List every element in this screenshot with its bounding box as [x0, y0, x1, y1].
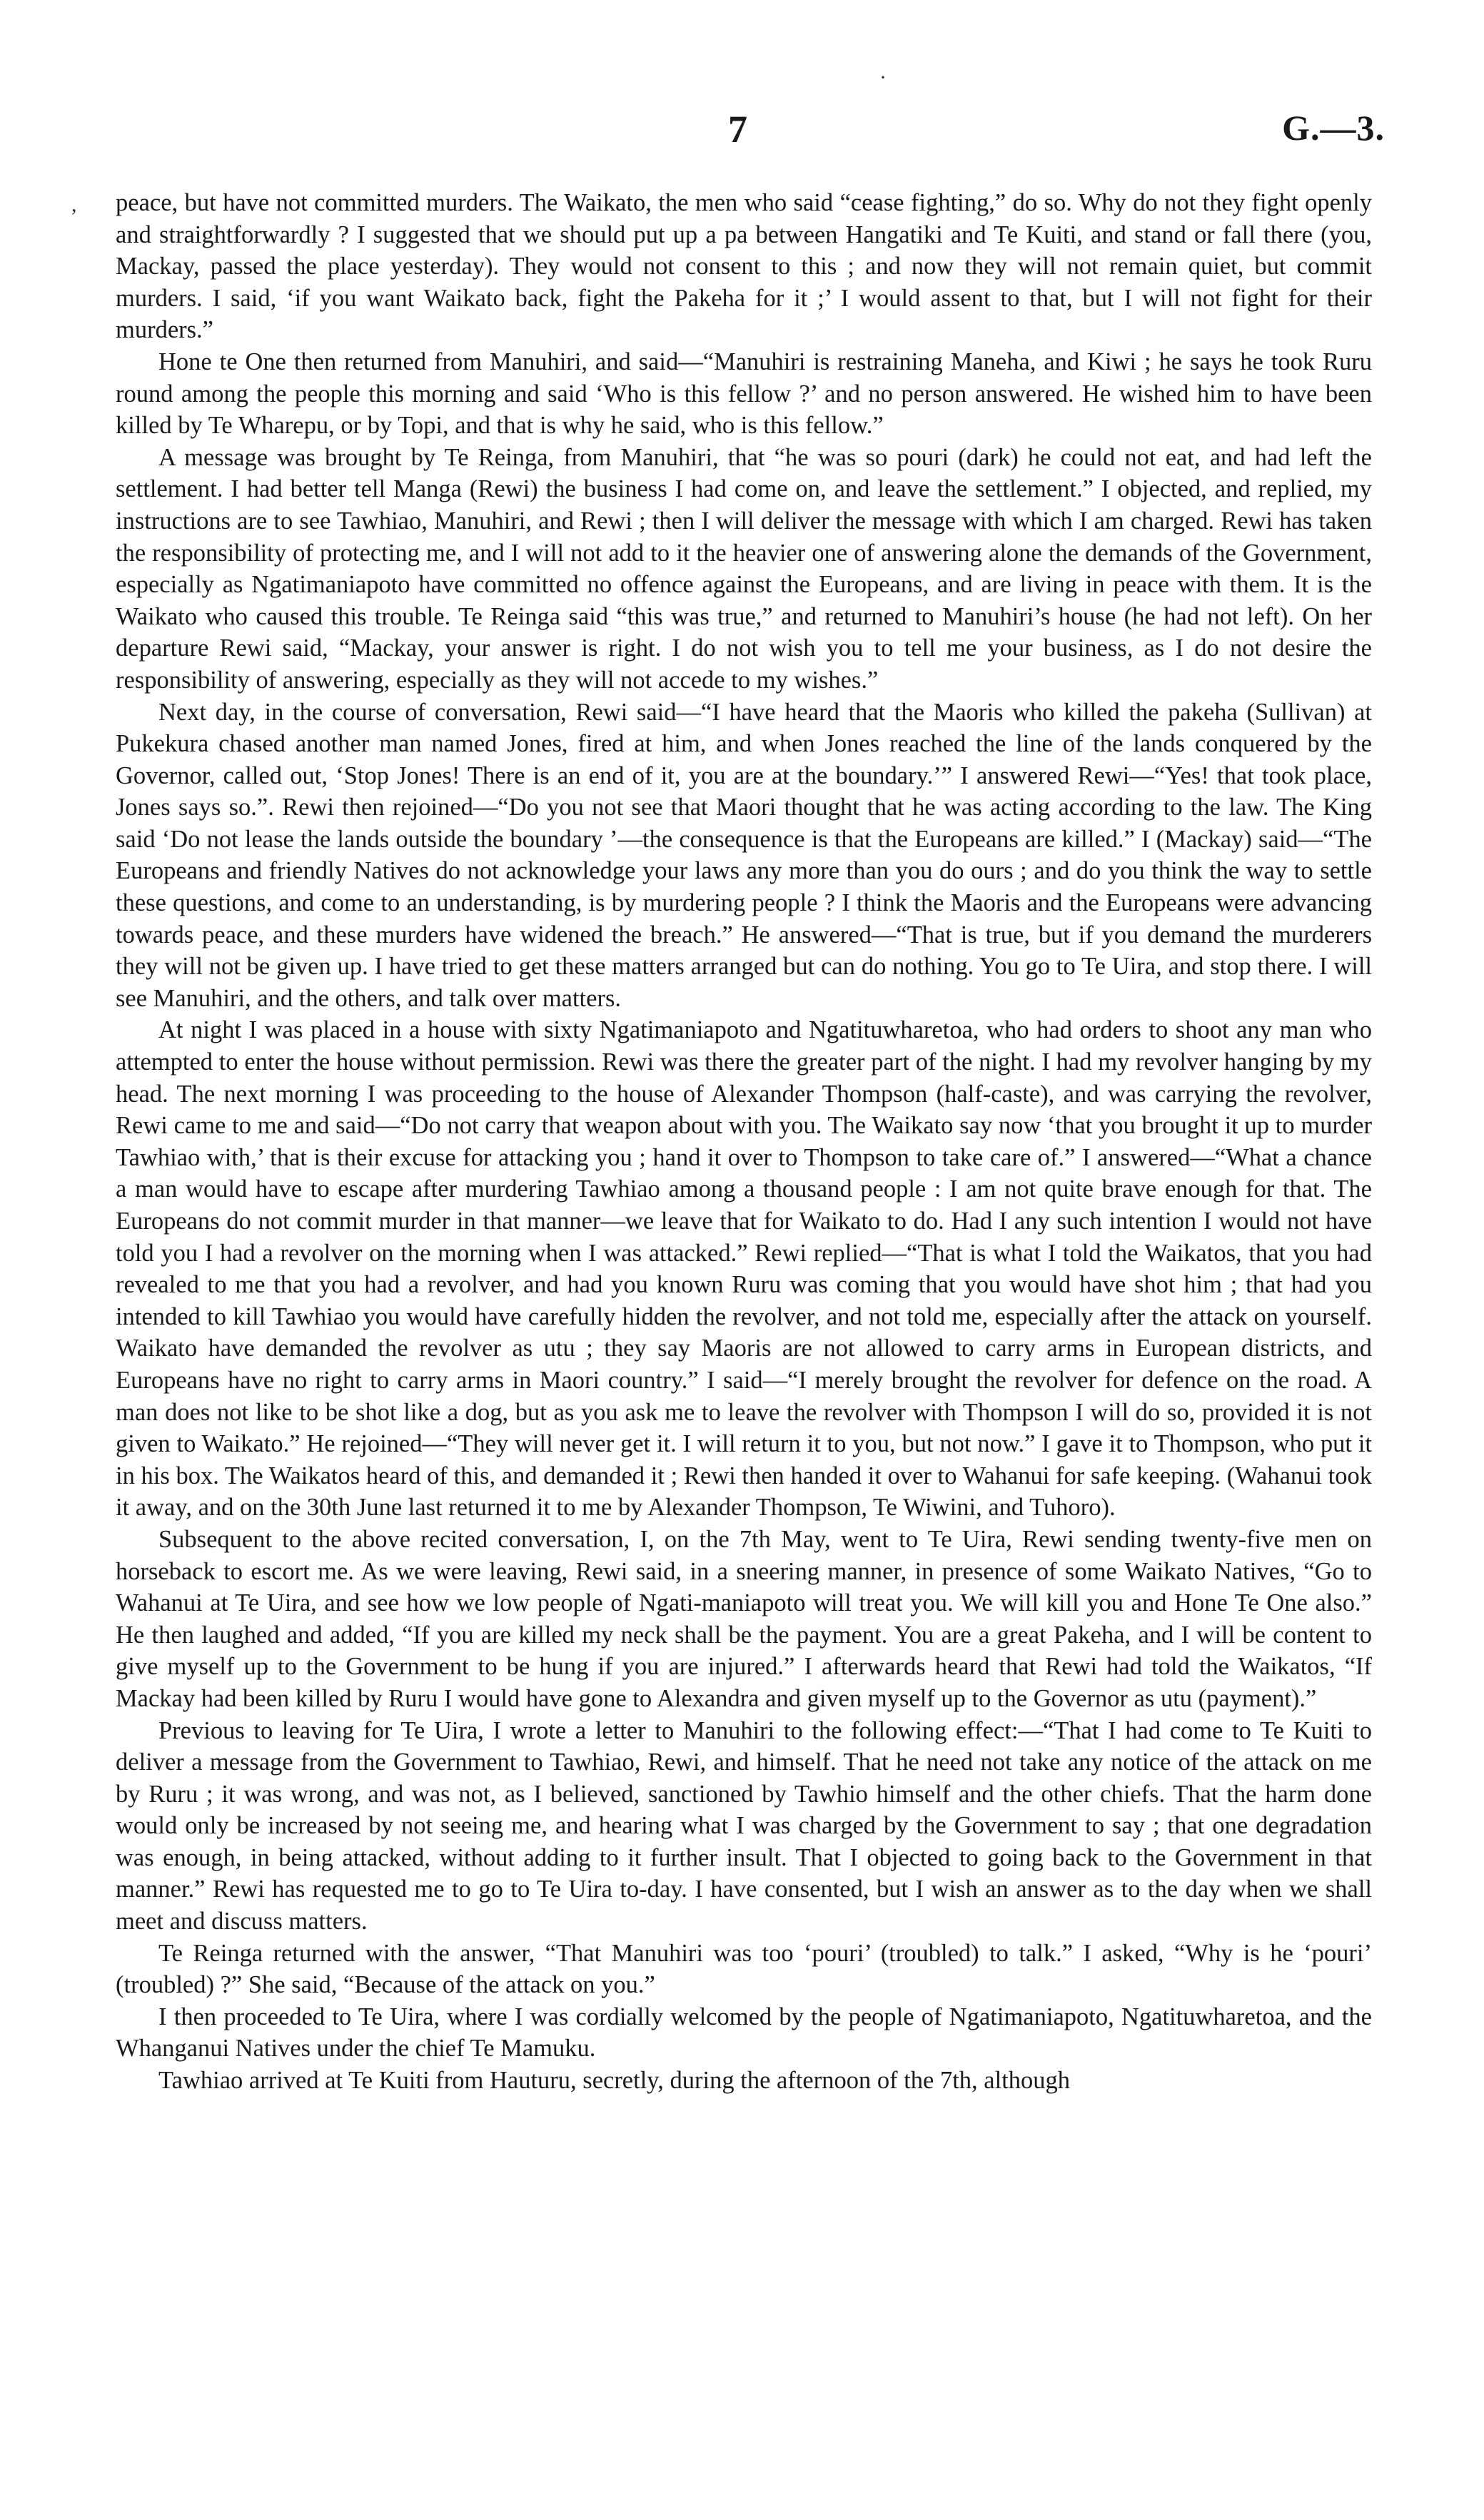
paragraph: Tawhiao arrived at Te Kuiti from Hauturu, secretly, during the afternoon of the 7th, although	[158, 2067, 1071, 2095]
paragraph: peace, but have not committed murders. The Waikato, the men who said “cease fighting,” do so. Why do not they fight openly and straightforwardly ? I suggested that we should put up a pa between Hangatiki and Te Kuiti, and stand or fall there (you, Mackay, passed the place yesterday). They would not consent to this ; and now they will not remain quiet, but commit murders. I said, ‘if you want Waikato back, fight the Pakeha for it ;’ I would assent to that, but I will not fight for their murders.”	[116, 189, 1372, 344]
paragraph: Te Reinga returned with the answer, “That Manuhiri was too ‘pouri’ (troubled) to talk.” I asked, “Why is he ‘pouri’ (troubled) ?” She said, “Because of the attack on you.”	[116, 1939, 1372, 1999]
document-reference: G.—3.	[1282, 108, 1385, 148]
body-text	[116, 187, 1372, 2097]
paragraph: Hone te One then returned from Manuhiri, and said—“Manuhiri is restraining Maneha, and Kiwi ; he says he took Ruru round among the people this morning and said ‘Who is this fellow ?’ and no person answered. He wished him to have been killed by Te Wharepu, or by Topi, and that is why he said, who is this fellow.”	[116, 348, 1372, 440]
paragraph: At night I was placed in a house with sixty Ngatimaniapoto and Ngatituwharetoa, who had orders to shoot any man who attempted to enter the house without permission. Rewi was there the greater part of the night. I had my revolver hanging by my head. The next morning I was proceeding to the house of Alexander Thompson (half-caste), and was carrying the revolver, Rewi came to me and said—“Do not carry that weapon about with you. The Waikato say now ‘that you brought it up to murder Tawhiao with,’ that is their excuse for attacking you ; hand it over to Thompson to take care of.” I answered—“What a chance a man would have to escape after murdering Tawhiao among a thousand people : I am not quite brave enough for that. The Europeans do not commit murder in that manner—we leave that for Waikato to do. Had I any such intention I would not have told you I had a revolver on the morning when I was attacked.” Rewi replied—“That is what I told the Waikatos, that you had revealed to me that you had a revolver, and had you known Ruru was coming that you would have shot him ; that had you intended to kill Tawhiao you would have carefully hidden the revolver, and not told me, especially after the attack on yourself. Waikato have demanded the revolver as utu ; they say Maoris are not allowed to carry arms in European districts, and Europeans have no right to carry arms in Maori country.” I said—“I merely brought the revolver for defence on the road. A man does not like to be shot like a dog, but as you ask me to leave the revolver with Thompson I will do so, provided it is not given to Waikato.” He rejoined—“They will never get it. I will return it to you, but not now.” I gave it to Thompson, who put it in his box. The Waikatos heard of this, and demanded it ; Rewi then handed it over to Wahanui for safe keeping. (Wahanui took it away, and on the 30th June last returned it to me by Alexander Thompson, Te Wiwini, and Tuhoro).	[116, 1016, 1372, 1522]
paragraph: I then proceeded to Te Uira, where I was cordially welcomed by the people of Ngatimaniapoto, Ngatituwharetoa, and the Whanganui Natives under the chief Te Mamuku.	[116, 2003, 1372, 2063]
paragraph: Previous to leaving for Te Uira, I wrote a letter to Manuhiri to the following effect:—“That I had come to Te Kuiti to deliver a message from the Government to Tawhiao, Rewi, and himself. That he need not take any notice of the attack on me by Ruru ; it was wrong, and was not, as I believed, sanctioned by Tawhio himself and the other chiefs. That the harm done would only be increased by not seeing me, and hearing what I was charged by the Government to say ; that one degradation was enough, in being attacked, without adding to it further insult. That I objected to going back to the Government in that manner.” Rewi has requested me to go to Te Uira to-day. I have consented, but I wish an answer as to the day when we shall meet and discuss matters.	[116, 1716, 1372, 1935]
page-number: 7	[728, 108, 747, 151]
stray-dot: ·	[879, 66, 887, 89]
paragraph: Next day, in the course of conversation, Rewi said—“I have heard that the Maoris who killed the pakeha (Sullivan) at Pukekura chased another man named Jones, fired at him, and when Jones reached the line of the lands conquered by the Governor, called out, ‘Stop Jones! There is an end of it, you are at the boundary.’” I answered Rewi—“Yes! that took place, Jones says so.”. Rewi then rejoined—“Do you not see that Maori thought that he was acting according to the law. The King said ‘Do not lease the lands outside the boundary ’—the consequence is that the Europeans are killed.” I (Mackay) said—“The Europeans and friendly Natives do not acknowledge your laws any more than you do ours ; and do you think the way to settle these questions, and come to an understanding, is by murdering people ? I think the Maoris and the Europeans were advancing towards peace, and these murders have widened the breach.” He answered—“That is true, but if you demand the murderers they will not be given up. I have tried to get these matters arranged but can do nothing. You go to Te Uira, and stop there. I will see Manuhiri, and the others, and talk over matters.	[116, 698, 1372, 1012]
paragraph: A message was brought by Te Reinga, from Manuhiri, that “he was so pouri (dark) he could not eat, and had left the settlement. I had better tell Manga (Rewi) the business I had come on, and leave the settlement.” I objected, and replied, my instructions are to see Tawhiao, Manuhiri, and Rewi ; then I will deliver the message with which I am charged. Rewi has taken the responsibility of protecting me, and I will not add to it the heavier one of answering alone the demands of the Government, especially as Ngatimaniapoto have committed no offence against the Europeans, and are living in peace with them. It is the Waikato who caused this trouble. Te Reinga said “this was true,” and returned to Manuhiri’s house (he had not left). On her departure Rewi said, “Mackay, your answer is right. I do not wish you to tell me your business, as I do not desire the responsibility of answering, especially as they will not accede to my wishes.”	[116, 443, 1372, 694]
stray-comma-mark: ,	[71, 193, 77, 216]
paragraph: Subsequent to the above recited conversation, I, on the 7th May, went to Te Uira, Rewi sending twenty-five men on horseback to escort me. As we were leaving, Rewi said, in a sneering manner, in presence of some Waikato Natives, “Go to Wahanui at Te Uira, and see how we low people of Ngati-maniapoto will treat you. We will kill you and Hone Te One also.” He then laughed and added, “If you are killed my neck shall be the payment. You are a great Pakeha, and I will be content to give myself up to the Government to be hung if you are injured.” I afterwards heard that Rewi had told the Waikatos, “If Mackay had been killed by Ruru I would have gone to Alexandra and given myself up to the Governor as utu (payment).”	[116, 1525, 1372, 1712]
page-header	[114, 107, 1385, 157]
